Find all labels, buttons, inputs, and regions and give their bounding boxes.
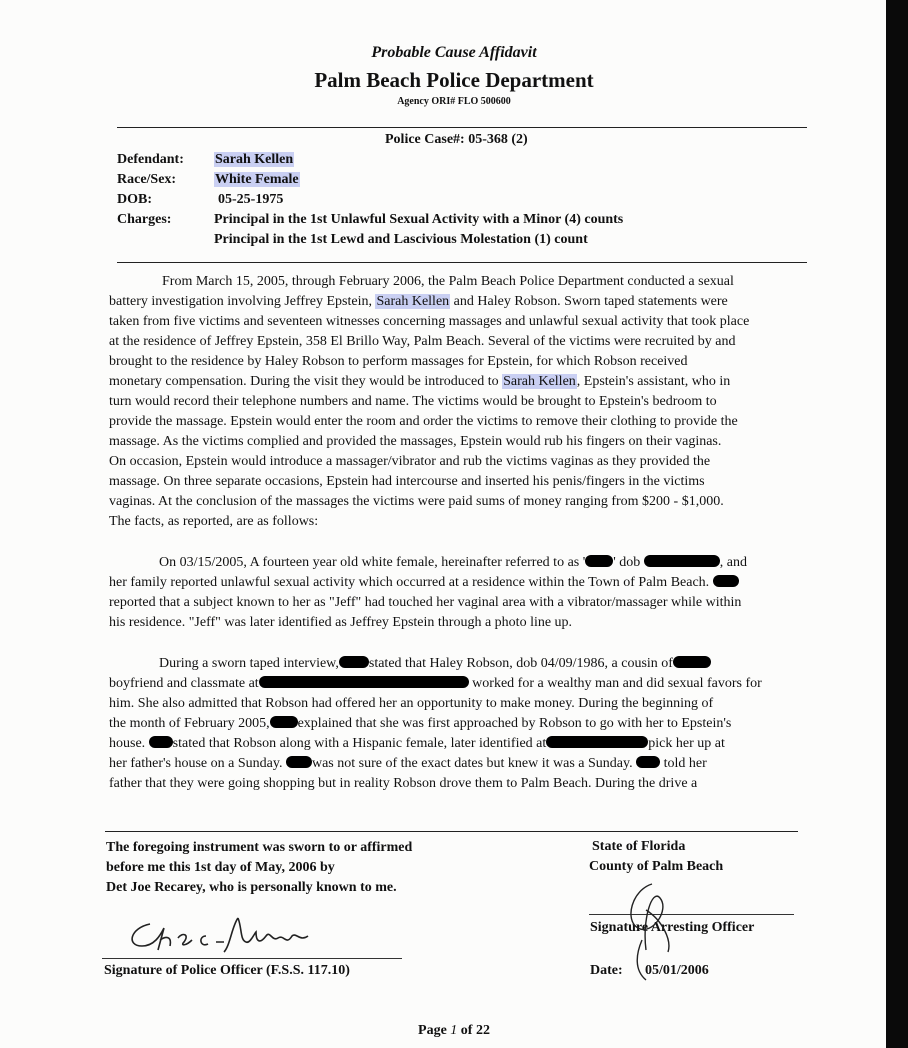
department-title: Palm Beach Police Department (314, 68, 594, 92)
redaction (585, 555, 613, 567)
p1-line: provide the massage. Epstein would enter the room and order the victims to remove their clothing to provide the (109, 414, 738, 429)
p3-line: boyfriend and classmate at worked for a wealthy man and did sexual favors for (109, 676, 762, 691)
sworn-line-1: The foregoing instrument was sworn to or affirmed (106, 840, 413, 855)
dob-value: 05-25-1975 (218, 192, 284, 207)
p2-line: his residence. "Jeff" was later identified as Jeffrey Epstein through a photo line up. (109, 615, 573, 630)
redaction (636, 756, 660, 768)
p3-line: her father's house on a Sunday. was not sure of the exact dates but knew it was a Sunday. told her (109, 756, 707, 771)
redaction (644, 555, 720, 567)
p1-line: at the residence of Jeffrey Epstein, 358 El Brillo Way, Palm Beach. Several of the victims were recruited by and (109, 334, 736, 349)
charge-2: Principal in the 1st Lewd and Lascivious Molestation (1) count (214, 232, 588, 247)
charges-label: Charges: (117, 212, 172, 227)
p1-line: The facts, as reported, are as follows: (109, 514, 319, 529)
p1-line: battery investigation involving Jeffrey Epstein, Sarah Kellen and Haley Robson. Sworn taped statements were (109, 294, 728, 309)
redaction (270, 716, 298, 728)
p3-line: During a sworn taped interview, stated that Haley Robson, dob 04/09/1986, a cousin of (159, 654, 711, 674)
document-subtitle: Probable Cause Affidavit (371, 44, 537, 61)
p2-line: On 03/15/2005, A fourteen year old white female, hereinafter referred to as ' ' dob , and (159, 555, 747, 570)
redaction (286, 756, 312, 768)
redaction (673, 656, 711, 668)
racesex-label: Race/Sex: (117, 172, 177, 187)
racesex-value: White Female (215, 172, 299, 187)
p2-line: her family reported unlawful sexual activity which occurred at a residence within the Town of Palm Beach. (109, 573, 739, 593)
arresting-officer-signature (612, 880, 692, 986)
p3-line: the month of February 2005, explained that she was first approached by Robson to go with her to Epstein's (109, 716, 732, 731)
p1-line: vaginas. At the conclusion of the massages the victims were paid sums of money ranging from $200 - $1,000. (109, 494, 724, 509)
date-value: 05/01/2006 (645, 963, 709, 978)
divider-top (117, 127, 807, 128)
p1-line: taken from five victims and seventeen witnesses concerning massages and unlawful sexual activity that took place (109, 314, 750, 329)
defendant-label: Defendant: (117, 152, 184, 167)
state-label: State of Florida (592, 839, 686, 854)
arresting-officer-label: Signature Arresting Officer (590, 920, 755, 935)
officer-signature-label: Signature of Police Officer (F.S.S. 117.10) (104, 963, 350, 978)
defendant-name: Sarah Kellen (215, 152, 294, 167)
sworn-line-3: Det Joe Recarey, who is personally known to me. (106, 880, 397, 895)
p3-line: him. She also admitted that Robson had offered her an opportunity to make money. During the beginning of (109, 696, 714, 711)
redaction (149, 736, 173, 748)
page-number: Page 1 of 22 (418, 1023, 490, 1038)
p1-line: brought to the residence by Haley Robson to perform massages for Epstein, for which Robson received (109, 354, 688, 369)
dob-label: DOB: (117, 192, 152, 207)
redaction (339, 656, 369, 668)
police-case-number: Police Case#: 05-368 (2) (385, 132, 528, 147)
divider-mid (117, 262, 807, 263)
charge-1: Principal in the 1st Unlawful Sexual Activity with a Minor (4) counts (214, 212, 624, 227)
redaction (546, 736, 648, 748)
p1-line: On occasion, Epstein would introduce a massager/vibrator and rub the victims vaginas as they provided the (109, 454, 711, 469)
agency-ori: Agency ORI# FLO 500600 (397, 96, 511, 107)
county-label: County of Palm Beach (589, 859, 724, 874)
highlighted-name: Sarah Kellen (503, 374, 576, 389)
sworn-line-2: before me this 1st day of May, 2006 by (106, 860, 335, 875)
signature-line (102, 958, 402, 959)
police-officer-signature (120, 906, 340, 962)
redaction (713, 575, 739, 587)
p3-line: house. stated that Robson along with a Hispanic female, later identified at pick her up at (109, 736, 725, 751)
p2-line: reported that a subject known to her as "Jeff" had touched her vaginal area with a vibrator/massager while within (109, 595, 742, 610)
p1-line: turn would record their telephone numbers and name. The victims would be brought to Epstein's bedroom to (109, 394, 717, 409)
highlighted-name: Sarah Kellen (376, 294, 450, 309)
p1-line: monetary compensation. During the visit they would be introduced to Sarah Kellen, Epstein's assistant, who in (109, 374, 731, 389)
divider-footer (105, 831, 798, 832)
redaction (259, 676, 469, 688)
p1-line: massage. As the victims complied and provided the massages, Epstein would rub his fingers on their vaginas. (109, 434, 722, 449)
scan-dark-edge (886, 0, 908, 1048)
p1-line: massage. On three separate occasions, Epstein had intercourse and inserted his penis/fingers in the victims (109, 474, 705, 489)
date-label: Date: (590, 963, 623, 978)
p1-line: From March 15, 2005, through February 2006, the Palm Beach Police Department conducted a sexual (162, 274, 734, 289)
p3-line: father that they were going shopping but in reality Robson drove them to Palm Beach. During the drive a (109, 776, 698, 791)
